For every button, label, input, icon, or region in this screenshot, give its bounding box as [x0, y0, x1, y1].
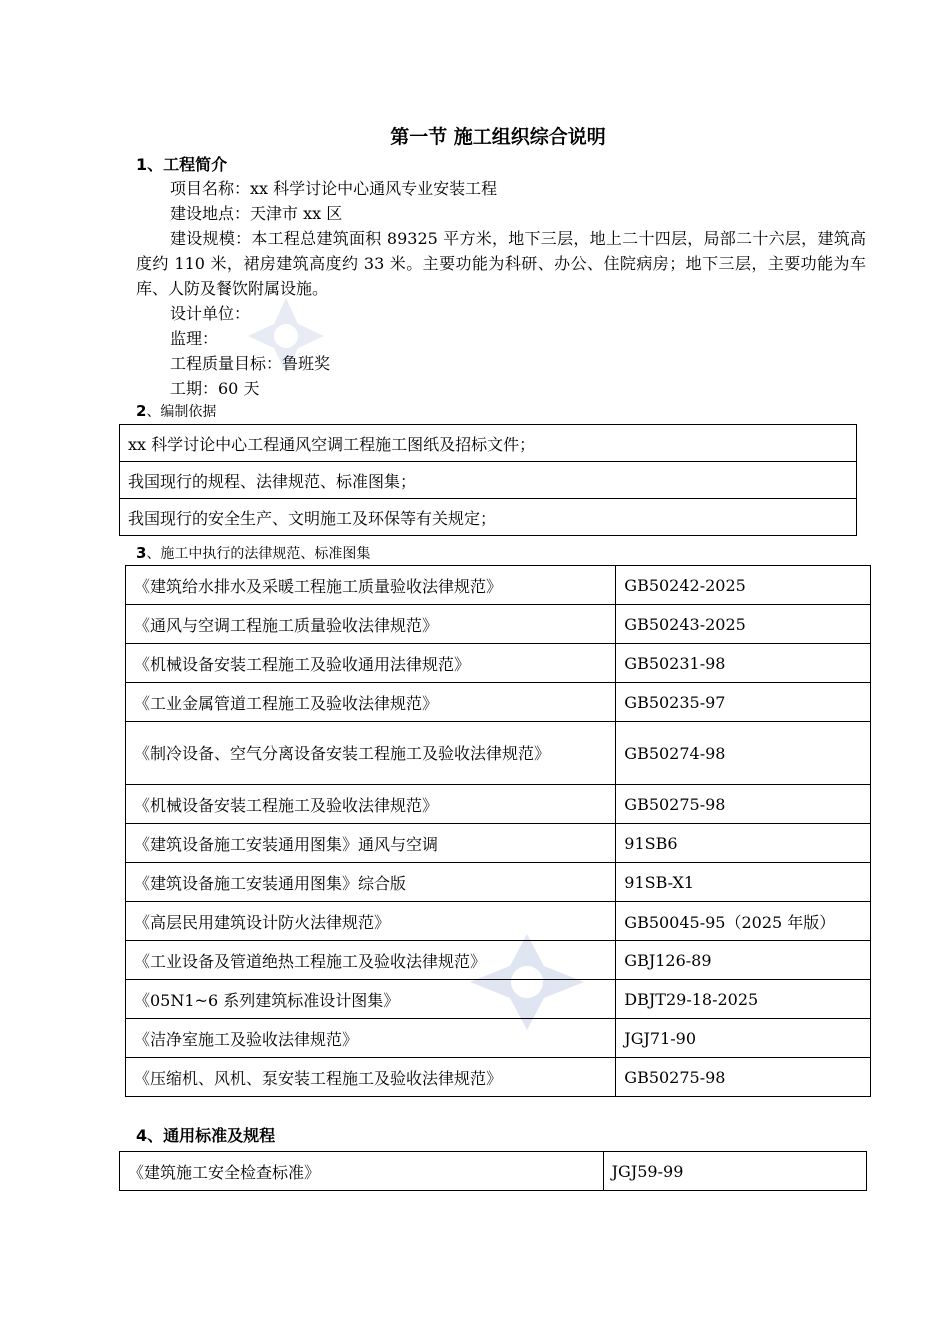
table-row	[120, 499, 857, 536]
standard-code: 91SB-X1	[616, 863, 871, 902]
basis-cell: 我国现行的规程、法律规范、标准图集；	[120, 462, 857, 499]
general-standards-table	[119, 1151, 867, 1191]
table-row	[126, 941, 871, 980]
standard-name: 《05N1~6 系列建筑标准设计图集》	[126, 980, 616, 1019]
standard-code: GB50045-95（2025 年版）	[616, 902, 871, 941]
standard-name: 《工业金属管道工程施工及验收法律规范》	[126, 683, 616, 722]
table-row	[120, 1152, 867, 1191]
table-row	[126, 1058, 871, 1097]
standard-name: 《制冷设备、空气分离设备安装工程施工及验收法律规范》	[126, 722, 616, 785]
basis-cell: 我国现行的安全生产、文明施工及环保等有关规定；	[120, 499, 857, 536]
project-name: 项目名称：xx 科学讨论中心通风专业安装工程	[170, 179, 498, 198]
standard-code: JGJ59-99	[603, 1152, 866, 1191]
standard-name: 《建筑设备施工安装通用图集》综合版	[126, 863, 616, 902]
standard-code: GB50231-98	[616, 644, 871, 683]
standard-name: 《压缩机、风机、泵安装工程施工及验收法律规范》	[126, 1058, 616, 1097]
section3-heading	[136, 543, 370, 563]
table-row	[126, 863, 871, 902]
quality-goal: 工程质量目标：鲁班奖	[170, 354, 331, 373]
page-title: 第一节 施工组织综合说明	[390, 126, 606, 148]
standard-code: JGJ71-90	[616, 1019, 871, 1058]
basis-cell: xx 科学讨论中心工程通风空调工程施工图纸及招标文件；	[120, 425, 857, 462]
table-row	[126, 824, 871, 863]
standard-code: 91SB6	[616, 824, 871, 863]
table-row	[126, 980, 871, 1019]
standard-name: 《机械设备安装工程施工及验收法律规范》	[126, 785, 616, 824]
standard-name: 《通风与空调工程施工质量验收法律规范》	[126, 605, 616, 644]
standard-name: 《建筑设备施工安装通用图集》通风与空调	[126, 824, 616, 863]
table-row	[126, 785, 871, 824]
table-row	[126, 644, 871, 683]
section3-heading-number: 3	[136, 544, 147, 562]
project-scale: 建设规模：本工程总建筑面积 89325 平方米，地下三层，地上二十四层，局部二十六层，建筑高度约 110 米，裙房建筑高度约 33 米。主要功能为科研、办公、住院病房；地下三层，主要功能为车库、人防及餐饮附属设施。	[136, 229, 866, 298]
standard-name: 《机械设备安装工程施工及验收通用法律规范》	[126, 644, 616, 683]
basis-table	[119, 424, 857, 536]
supervision: 监理：	[170, 329, 219, 348]
table-row	[120, 425, 857, 462]
standard-name: 《建筑施工安全检查标准》	[120, 1152, 604, 1191]
standard-name: 《工业设备及管道绝热工程施工及验收法律规范》	[126, 941, 616, 980]
standard-code: GB50235-97	[616, 683, 871, 722]
duration: 工期：60 天	[170, 379, 260, 398]
table-row	[126, 902, 871, 941]
table-row	[120, 462, 857, 499]
standard-code: GB50242-2025	[616, 566, 871, 605]
standard-name: 《建筑给水排水及采暖工程施工质量验收法律规范》	[126, 566, 616, 605]
standard-code: DBJT29-18-2025	[616, 980, 871, 1019]
table-row	[126, 1019, 871, 1058]
standards-table	[125, 565, 871, 1097]
section3-heading-text: 、施工中执行的法律规范、标准图集	[146, 546, 371, 562]
table-row	[126, 683, 871, 722]
standard-code: GBJ126-89	[616, 941, 871, 980]
standard-code: GB50275-98	[616, 1058, 871, 1097]
table-row	[126, 605, 871, 644]
section1-heading-text: 工程简介	[163, 155, 228, 174]
section2-heading-text: 、编制依据	[146, 404, 217, 420]
standard-name: 《洁净室施工及验收法律规范》	[126, 1019, 616, 1058]
standard-code: GB50275-98	[616, 785, 871, 824]
section2-heading-number: 2	[136, 402, 147, 420]
standard-name: 《高层民用建筑设计防火法律规范》	[126, 902, 616, 941]
section2-heading	[136, 401, 216, 421]
project-location: 建设地点：天津市 xx 区	[170, 204, 343, 223]
standard-code: GB50243-2025	[616, 605, 871, 644]
table-row	[126, 722, 871, 785]
section4-heading: 4、通用标准及规程	[136, 1126, 276, 1145]
design-unit: 设计单位：	[170, 304, 251, 323]
table-row	[126, 566, 871, 605]
section1-heading-number: 1、	[136, 155, 164, 174]
section1-heading	[136, 152, 227, 175]
standard-code: GB50274-98	[616, 722, 871, 785]
